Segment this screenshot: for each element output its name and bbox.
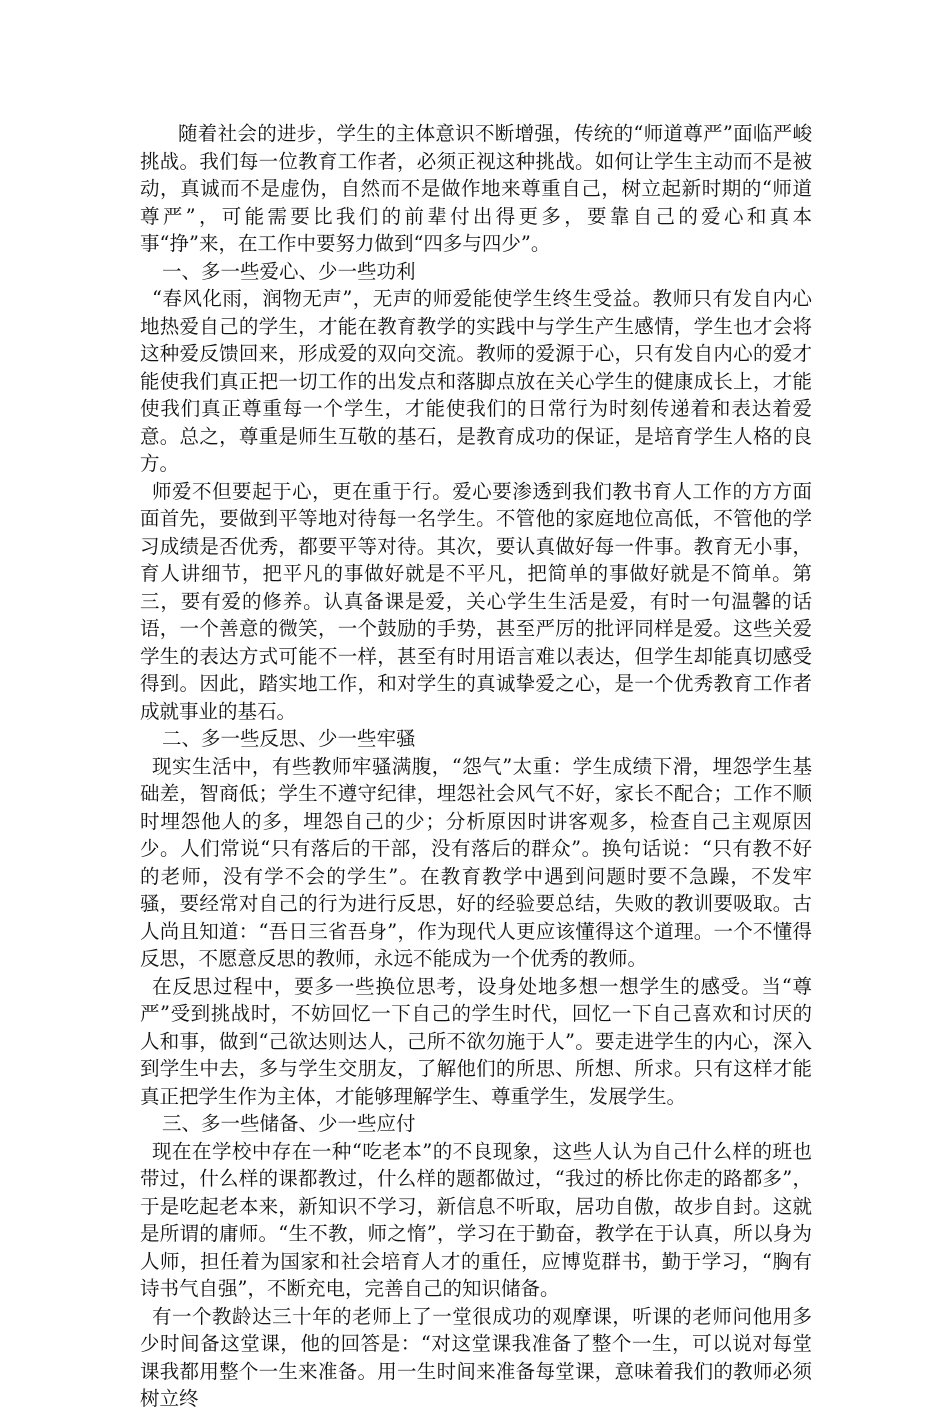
section2-paragraph-1: 现实生活中，有些教师牢骚满腹，“怨气”太重：学生成绩下滑，埋怨学生基础差，智商低；学生不遵守纪律，埋怨社会风气不好，家长不配合；工作不顺时埋怨他人的多，埋怨自己的少；分析原因时讲客观多，检查自己主观原因少。人们常说“只有落后的干部，没有落后的群众”。换句话说：“只有教不好的老师，没有学不会的学生”。在教育教学中遇到问题时要不急躁，不发牢骚，要经常对自己的行为进行反思，好的经验要总结，失败的教训要吸取。古人尚且知道：“吾日三省吾身”，作为现代人更应该懂得这个道理。一个不懂得反思，不愿意反思的教师，永远不能成为一个优秀的教师。 <box>140 754 812 970</box>
section1-paragraph-1: “春风化雨，润物无声”，无声的师爱能使学生终生受益。教师只有发自内心地热爱自己的学生，才能在教育教学的实践中与学生产生感情，学生也才会将这种爱反馈回来，形成爱的双向交流。教师的爱源于心，只有发自内心的爱才能使我们真正把一切工作的出发点和落脚点放在关心学生的健康成长上，才能使我们真正尊重每一个学生，才能使我们的日常行为时刻传递着和表达着爱意。总之，尊重是师生互敬的基石，是教育成功的保证，是培育学生人格的良方。 <box>140 287 812 475</box>
section3-paragraph-2: 有一个教龄达三十年的老师上了一堂很成功的观摩课，听课的老师问他用多少时间备这堂课，他的回答是：“对这堂课我准备了整个一生，可以说对每堂课我都用整个一生来准备。用一生时间来准备每堂课，意味着我们的教师必须树立终 <box>140 1304 812 1410</box>
section1-paragraph-2: 师爱不但要起于心，更在重于行。爱心要渗透到我们教书育人工作的方方面面首先，要做到平等地对待每一名学生。不管他的家庭地位高低，不管他的学习成绩是否优秀，都要平等对待。其次，要认真做好每一件事。教育无小事，育人讲细节，把平凡的事做好就是不平凡，把简单的事做好就是不简单。第三，要有爱的修养。认真备课是爱，关心学生生活是爱，有时一句温馨的话语，一个善意的微笑，一个鼓励的手势，甚至严厉的批评同样是爱。这些关爱学生的表达方式可能不一样，甚至有时用语言难以表达，但学生却能真切感受得到。因此，踏实地工作，和对学生的真诚挚爱之心，是一个优秀教育工作者成就事业的基石。 <box>140 479 812 723</box>
document-page <box>140 120 812 1413</box>
section-heading-1: 一、多一些爱心、少一些功利 <box>162 259 416 283</box>
section-heading-3: 三、多一些储备、少一些应付 <box>162 1112 416 1135</box>
section3-paragraph-1: 现在在学校中存在一种“吃老本”的不良现象，这些人认为自己什么样的班也带过，什么样的课都教过，什么样的题都做过，“我过的桥比你走的路都多”，于是吃起老本来，新知识不学习，新信息不听取，居功自傲，故步自封。这就是所谓的庸师。“生不教，师之惰”，学习在于勤奋，教学在于认真，所以身为人师，担任着为国家和社会培育人才的重任，应博览群书，勤于学习，“胸有诗书气自强”，不断充电，完善自己的知识储备。 <box>140 1139 812 1300</box>
intro-paragraph: 随着社会的进步，学生的主体意识不断增强，传统的“师道尊严”面临严峻挑战。我们每一位教育工作者，必须正视这种挑战。如何让学生主动而不是被动，真诚而不是虚伪，自然而不是做作地来尊重自己，树立起新时期的“师道尊严”，可能需要比我们的前辈付出得更多，要靠自己的爱心和真本事“挣”来，在工作中要努力做到“四多与四少”。 <box>140 122 812 255</box>
section-heading-2: 二、多一些反思、少一些牢骚 <box>162 727 416 750</box>
section2-paragraph-2: 在反思过程中，要多一些换位思考，设身处地多想一想学生的感受。当“尊严”受到挑战时，不妨回忆一下自己的学生时代，回忆一下自己喜欢和讨厌的人和事，做到“己欲达则达人，己所不欲勿施于人”。要走进学生的内心，深入到学生中去，多与学生交朋友，了解他们的所思、所想、所求。只有这样才能真正把学生作为主体，才能够理解学生、尊重学生，发展学生。 <box>140 974 812 1108</box>
